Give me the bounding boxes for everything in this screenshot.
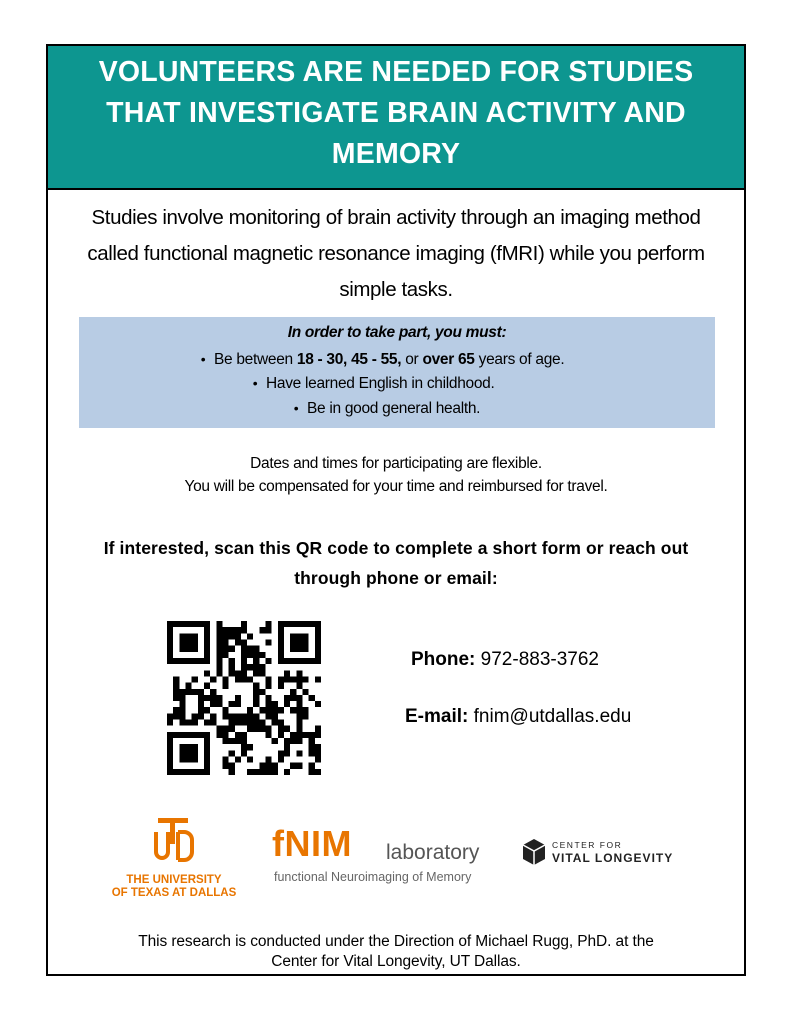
utd-monogram-icon	[150, 814, 196, 866]
footer-line-1: This research is conducted under the Direction of Michael Rugg, PhD. at the	[138, 933, 654, 950]
cvl-top-text: CENTER FOR	[552, 840, 623, 850]
utd-name-line-1: THE UNIVERSITY	[126, 874, 222, 886]
eligibility-item-health: • Be in good general health.	[285, 400, 480, 418]
email-label: E-mail:	[405, 706, 469, 727]
title-line-3: MEMORY	[331, 138, 461, 170]
participation-info	[48, 452, 744, 498]
qr-code[interactable]	[167, 621, 321, 775]
phone-contact	[411, 649, 599, 671]
utd-name-line-2: OF TEXAS AT DALLAS	[111, 887, 237, 899]
cta-line-2: through phone or email:	[294, 568, 498, 588]
bullet-icon: •	[293, 400, 299, 416]
title-line-1: VOLUNTEERS ARE NEEDED FOR STUDIES	[98, 56, 694, 88]
fnim-laboratory: laboratory	[386, 841, 480, 864]
bullet-icon: •	[252, 375, 258, 391]
eligibility-box	[79, 317, 715, 428]
fnim-title: fNIM	[272, 823, 352, 864]
cvl-hexagon-icon	[522, 838, 546, 866]
email-contact	[405, 706, 631, 728]
fnim-subtitle: functional Neuroimaging of Memory	[274, 870, 472, 884]
age-range-3: over 65	[422, 351, 475, 368]
info-line-2: You will be compensated for your time and reimbursed for travel.	[184, 478, 608, 495]
email-address[interactable]: fnim@utdallas.edu	[473, 706, 632, 727]
cta-line-1: If interested, scan this QR code to complete a short form or reach out	[103, 538, 689, 558]
eligibility-item-english: • Have learned English in childhood.	[244, 375, 494, 393]
phone-number[interactable]: 972-883-3762	[480, 649, 599, 670]
bullet-icon: •	[200, 351, 206, 367]
title-line-2: THAT INVESTIGATE BRAIN ACTIVITY AND	[106, 97, 686, 129]
flyer-frame	[46, 44, 746, 976]
phone-label: Phone:	[411, 649, 476, 670]
call-to-action	[48, 533, 744, 593]
utd-logo	[104, 814, 244, 904]
eligibility-item-age: • Be between 18 - 30, 45 - 55, or over 65 years of age.	[192, 351, 564, 369]
footer-note	[48, 932, 744, 972]
cvl-logo	[522, 836, 692, 876]
intro-line-2: called functional magnetic resonance imaging (fMRI) while you perform	[87, 242, 705, 265]
footer-line-2: Center for Vital Longevity, UT Dallas.	[271, 953, 521, 970]
intro-line-3: simple tasks.	[339, 278, 453, 301]
eligibility-title: In order to take part, you must:	[287, 324, 507, 341]
age-range-1: 18 - 30,	[296, 351, 348, 368]
intro-line-1: Studies involve monitoring of brain activity through an imaging method	[91, 206, 701, 229]
cvl-bottom-text: VITAL LONGEVITY	[552, 851, 674, 865]
flyer-title	[48, 46, 744, 190]
study-description	[48, 200, 744, 308]
fnim-logo	[272, 824, 502, 886]
age-range-2: 45 - 55,	[351, 351, 402, 368]
info-line-1: Dates and times for participating are flexible.	[250, 455, 542, 472]
